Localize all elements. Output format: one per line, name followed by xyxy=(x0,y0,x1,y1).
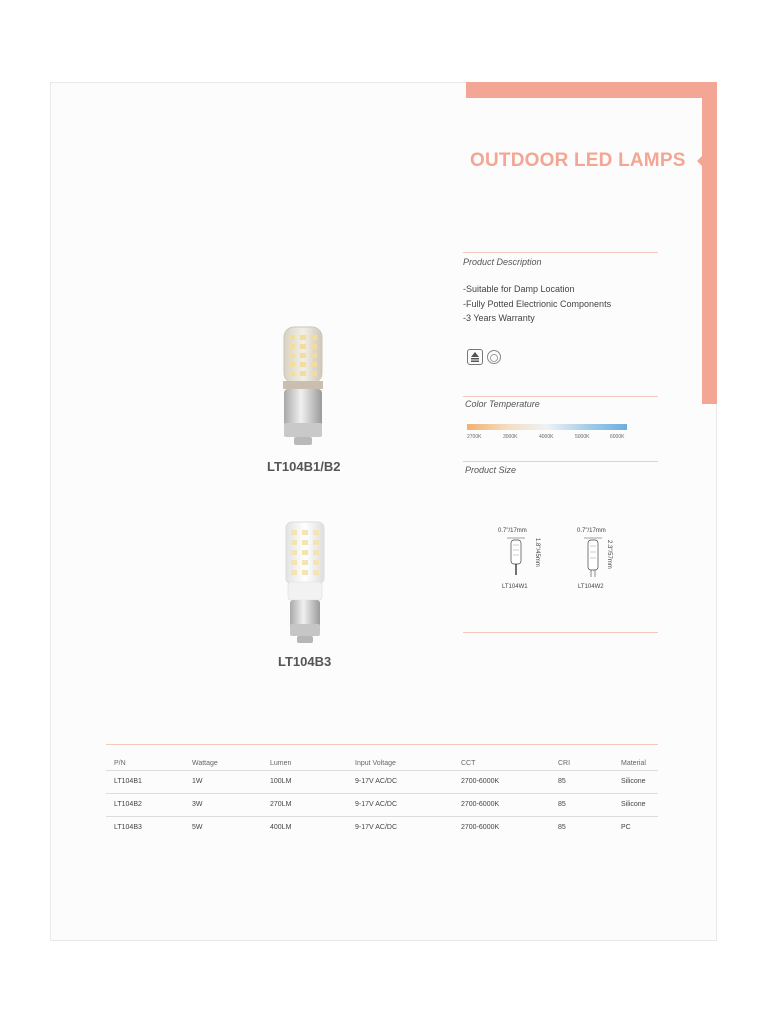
color-temperature-gradient xyxy=(467,424,627,430)
title-marker-icon xyxy=(697,156,702,166)
table-cell: 2700-6000K xyxy=(461,778,500,785)
cct-tick-label: 3000K xyxy=(503,434,518,440)
table-row xyxy=(106,771,658,794)
divider xyxy=(463,396,658,397)
description-item: -Suitable for Damp Location xyxy=(463,284,575,294)
size-model-label: LT104W2 xyxy=(578,584,604,590)
divider xyxy=(463,632,658,633)
product-description-label: Product Description xyxy=(463,257,542,267)
table-cell: 270LM xyxy=(270,801,292,808)
table-cell: 1W xyxy=(192,778,203,785)
table-cell: 85 xyxy=(558,778,566,785)
table-cell: 2700-6000K xyxy=(461,824,500,831)
product-model-label: LT104B3 xyxy=(278,654,332,669)
table-cell: Silicone xyxy=(621,778,646,785)
table-cell: LT104B2 xyxy=(114,801,142,808)
divider xyxy=(463,461,658,462)
column-header: Material xyxy=(621,760,646,767)
size-drawing-icon xyxy=(505,537,527,586)
table-row xyxy=(106,817,658,839)
table-cell: 5W xyxy=(192,824,203,831)
table-cell: 85 xyxy=(558,801,566,808)
table-cell: 3W xyxy=(192,801,203,808)
color-temperature-label: Color Temperature xyxy=(465,399,540,409)
cct-tick-label: 5000K xyxy=(575,434,590,440)
size-width-label: 0.7"/17mm xyxy=(498,528,527,534)
column-header: CCT xyxy=(461,760,476,767)
cct-tick-label: 6000K xyxy=(610,434,625,440)
accent-bar-side xyxy=(702,82,717,404)
accent-bar-top xyxy=(466,82,717,98)
table-cell: PC xyxy=(621,824,631,831)
column-header: Input Voltage xyxy=(355,760,396,767)
table-cell: LT104B1 xyxy=(114,778,142,785)
column-header: Lumen xyxy=(270,760,292,767)
lamp-bulb-icon xyxy=(278,325,328,452)
ul-certification-icon xyxy=(487,350,501,364)
table-cell: 400LM xyxy=(270,824,292,831)
table-cell: 100LM xyxy=(270,778,292,785)
table-cell: 2700-6000K xyxy=(461,801,500,808)
table-cell: Silicone xyxy=(621,801,646,808)
specs-table xyxy=(106,744,658,839)
product-model-label: LT104B1/B2 xyxy=(267,459,341,474)
cct-tick-label: 2700K xyxy=(467,434,482,440)
size-height-label: 2.3"/57mm xyxy=(606,540,612,569)
size-drawing-icon xyxy=(582,537,604,586)
size-model-label: LT104W1 xyxy=(502,584,528,590)
divider xyxy=(463,252,658,253)
table-cell: 85 xyxy=(558,824,566,831)
table-header-row xyxy=(106,744,658,771)
description-item: -Fully Potted Electrionic Components xyxy=(463,299,612,309)
size-height-label: 1.8"/45mm xyxy=(534,538,540,567)
description-item: -3 Years Warranty xyxy=(463,313,535,323)
table-cell: 9-17V AC/DC xyxy=(355,801,398,808)
product-size-label: Product Size xyxy=(465,465,517,475)
column-header: Wattage xyxy=(192,760,218,767)
cct-tick-label: 4000K xyxy=(539,434,554,440)
lamp-bulb-icon xyxy=(282,520,328,650)
etl-certification-icon xyxy=(467,349,483,365)
table-cell: LT104B3 xyxy=(114,824,142,831)
page-title: OUTDOOR LED LAMPS xyxy=(470,150,686,171)
size-width-label: 0.7"/17mm xyxy=(577,528,606,534)
table-row xyxy=(106,794,658,817)
column-header: P/N xyxy=(114,760,126,767)
column-header: CRI xyxy=(558,760,571,767)
table-cell: 9-17V AC/DC xyxy=(355,778,398,785)
table-cell: 9-17V AC/DC xyxy=(355,824,398,831)
